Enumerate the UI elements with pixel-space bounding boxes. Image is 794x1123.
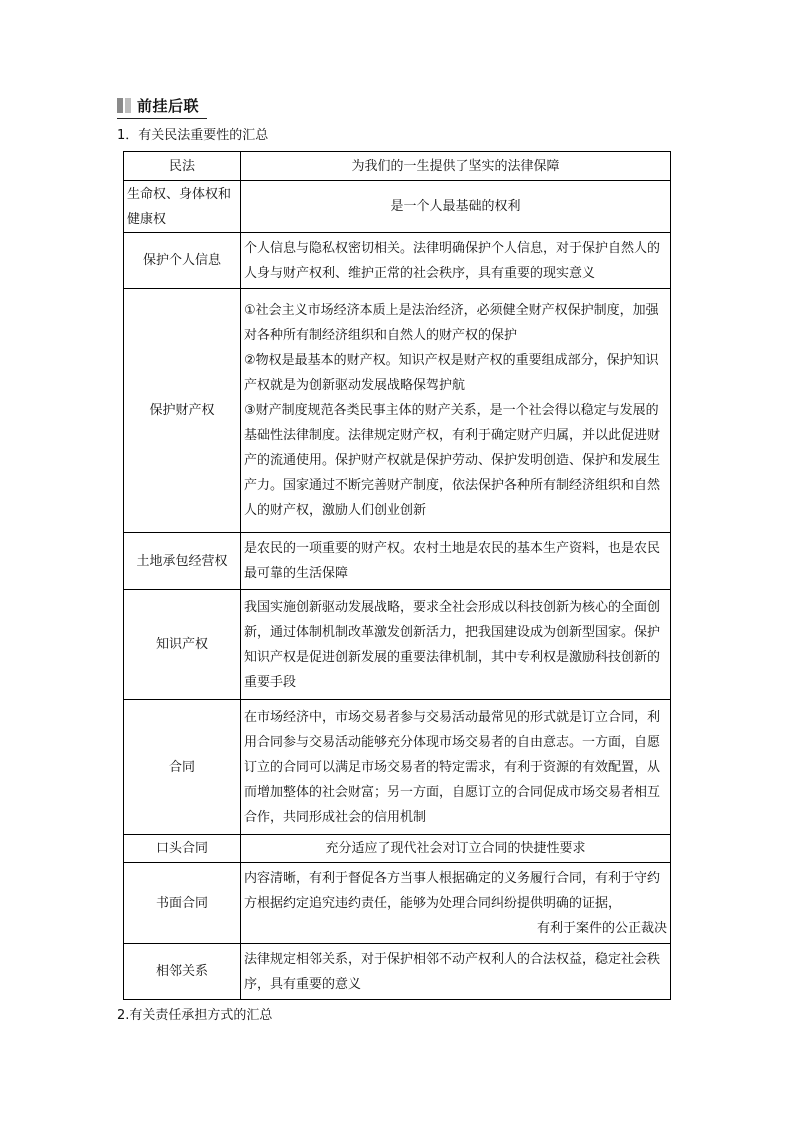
row-value-text: 内容清晰，有利于督促各方当事人根据确定的义务履行合同，有利于守约方根据约定追究违约责任，能够为处理合同纠纷提供明确的证据， <box>244 870 661 911</box>
row-value: 法律规定相邻关系，对于保护相邻不动产权利人的合法权益，稳定社会秩序，具有重要的意义 <box>241 944 671 1000</box>
table-row <box>124 233 671 289</box>
row-value <box>241 863 671 944</box>
row-key: 民法 <box>124 152 241 181</box>
table-row <box>124 181 671 233</box>
section-header <box>117 94 199 116</box>
row-value <box>241 289 671 533</box>
section2-title: 2.有关责任承担方式的汇总 <box>117 1008 273 1023</box>
row-key: 口头合同 <box>124 835 241 863</box>
table-row <box>124 152 671 181</box>
row-value: 我国实施创新驱动发展战略，要求全社会形成以科技创新为核心的全面创新，通过体制机制改革激发创新活力，把我国建设成为创新型国家。保护知识产权是促进创新发展的重要法律机制，其中专利权是激励科技创新的重要手段 <box>241 590 671 700</box>
table-row <box>124 863 671 944</box>
row-value-text-end: 有利于案件的公正裁决 <box>536 920 667 936</box>
civil-law-summary-table <box>123 151 671 1000</box>
list-item: ③财产制度规范各类民事主体的财产关系，是一个社会得以稳定与发展的基础性法律制度。法律规定财产权，有利于确定财产归属，并以此促进财产的流通使用。保护财产权就是保护劳动、保护发明创造、保护和发展生产力。国家通过不断完善财产制度，依法保护各种所有制经济组织和自然人的财产权，激励人们创业创新 <box>244 403 661 518</box>
row-key: 书面合同 <box>124 863 241 944</box>
row-value: 为我们的一生提供了坚实的法律保障 <box>241 152 671 181</box>
list-item: ②物权是最基本的财产权。知识产权是财产权的重要组成部分，保护知识产权就是为创新驱动发展战略保驾护航 <box>244 353 659 393</box>
row-value: 个人信息与隐私权密切相关。法律明确保护个人信息，对于保护自然人的人身与财产权利、维护正常的社会秩序，具有重要的现实意义 <box>241 233 671 289</box>
row-value: 充分适应了现代社会对订立合同的快捷性要求 <box>241 835 671 863</box>
table-row <box>124 835 671 863</box>
row-key: 土地承包经营权 <box>124 533 241 590</box>
list-item: ①社会主义市场经济本质上是法治经济，必须健全财产权保护制度，加强对各种所有制经济组织和自然人的财产权的保护 <box>244 303 659 343</box>
row-value: 是一个人最基础的权利 <box>241 181 671 233</box>
section1-title: 1．有关民法重要性的汇总 <box>117 128 269 143</box>
row-key: 保护个人信息 <box>124 233 241 289</box>
table-row <box>124 289 671 533</box>
row-key: 知识产权 <box>124 590 241 700</box>
row-value: 在市场经济中，市场交易者参与交易活动最常见的形式就是订立合同，利用合同参与交易活动能够充分体现市场交易者的自由意志。一方面，自愿订立的合同可以满足市场交易者的特定需求，有利于资源的有效配置，从而增加整体的社会财富；另一方面，自愿订立的合同促成市场交易者相互合作，共同形成社会的信用机制 <box>241 700 671 835</box>
row-key: 保护财产权 <box>124 289 241 533</box>
table-row <box>124 700 671 835</box>
table-row <box>124 533 671 590</box>
row-value: 是农民的一项重要的财产权。农村土地是农民的基本生产资料，也是农民最可靠的生活保障 <box>241 533 671 590</box>
row-key: 合同 <box>124 700 241 835</box>
section-header-title: 前挂后联 <box>137 96 200 115</box>
section-marker-icon <box>117 98 131 113</box>
row-key: 生命权、身体权和健康权 <box>124 181 241 233</box>
header-underline <box>117 118 207 119</box>
table-row <box>124 944 671 1000</box>
table-row <box>124 590 671 700</box>
row-key: 相邻关系 <box>124 944 241 1000</box>
